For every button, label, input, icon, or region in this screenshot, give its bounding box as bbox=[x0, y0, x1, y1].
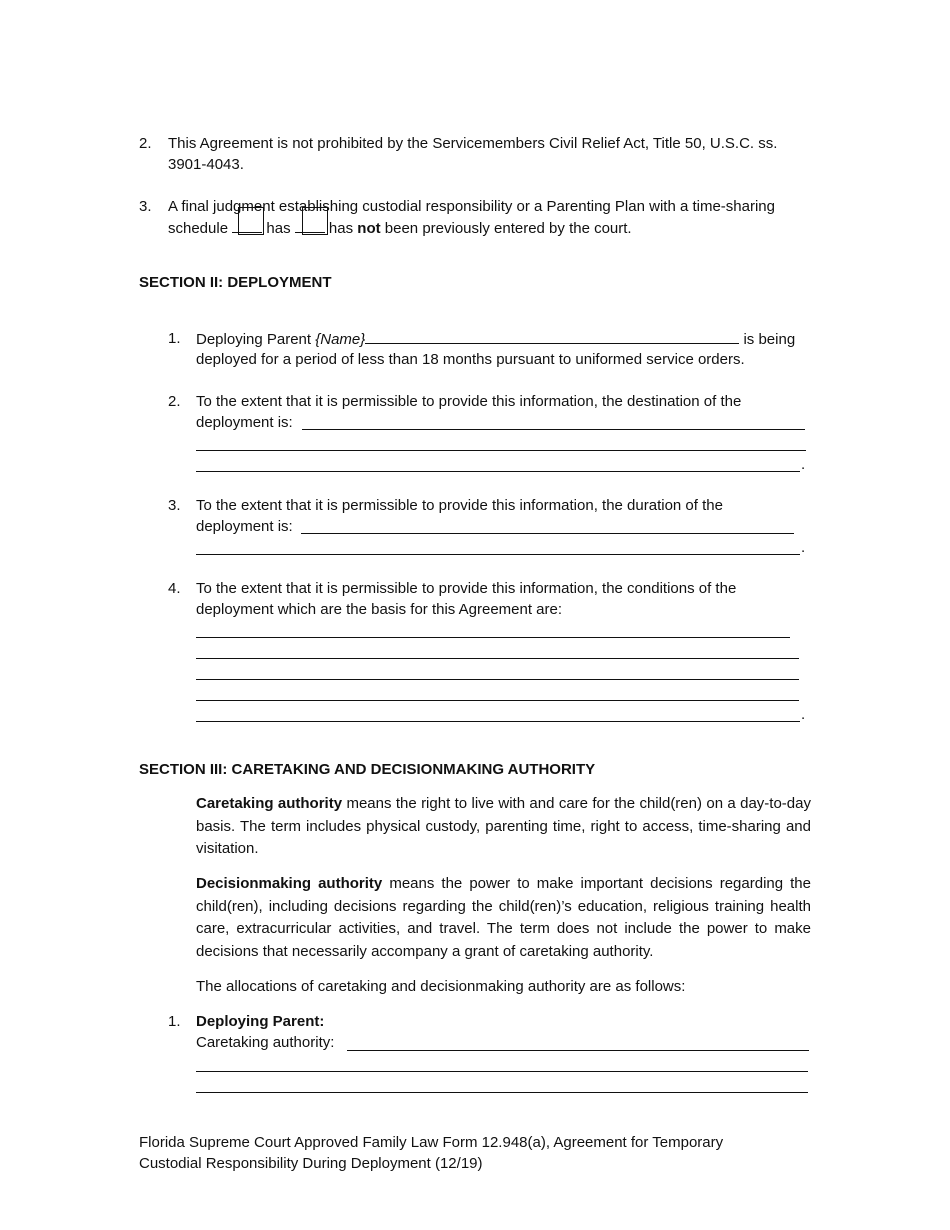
item-3-not: not bbox=[357, 220, 381, 237]
s2-item-4-line1: To the extent that it is permissible to provide this information, the conditions of the bbox=[196, 580, 737, 597]
destination-field-2[interactable] bbox=[196, 450, 806, 451]
item-3-line1: A final judgment establishing custodial responsibility or a Parenting Plan with a time-sharing bbox=[168, 198, 775, 215]
s2-item-1-name-hint: {Name} bbox=[315, 331, 366, 348]
item-3-suffix: been previously entered by the court. bbox=[384, 220, 632, 237]
item-2-number: 2. bbox=[139, 135, 152, 152]
destination-field-1[interactable] bbox=[302, 429, 805, 430]
conditions-period: . bbox=[801, 706, 806, 723]
item-3-number: 3. bbox=[139, 198, 152, 215]
conditions-field-2[interactable] bbox=[196, 658, 799, 659]
has-checkbox[interactable] bbox=[238, 207, 264, 235]
duration-field-1[interactable] bbox=[301, 533, 794, 534]
s2-item-1-suffix: is being bbox=[743, 331, 796, 348]
destination-field-3[interactable] bbox=[196, 471, 800, 472]
s2-item-3-number: 3. bbox=[168, 497, 181, 514]
conditions-field-4[interactable] bbox=[196, 700, 799, 701]
s2-item-4-number: 4. bbox=[168, 580, 181, 597]
item-2-line2: 3901-4043. bbox=[168, 156, 244, 173]
section-3-heading: SECTION III: CARETAKING AND DECISIONMAKING AUTHORITY bbox=[139, 761, 596, 778]
s2-item-3-line1: To the extent that it is permissible to provide this information, the duration of the bbox=[196, 497, 723, 514]
allocations-text: The allocations of caretaking and decisionmaking authority are as follows: bbox=[196, 978, 686, 995]
caretaking-def-text: means the right to live with and care for the child(ren) on a day-to-day basis. The term includes physical custody, parenting time, right to access, time-sharing and visitation. bbox=[196, 795, 811, 857]
s2-item-2-line1: To the extent that it is permissible to provide this information, the destination of the bbox=[196, 393, 742, 410]
s3-item-1-heading: Deploying Parent: bbox=[196, 1013, 325, 1030]
deploying-parent-name-field[interactable] bbox=[365, 328, 739, 344]
s2-item-1-line2: deployed for a period of less than 18 months pursuant to uniformed service orders. bbox=[196, 351, 745, 368]
s2-item-3-label: deployment is: bbox=[196, 518, 293, 535]
conditions-field-1[interactable] bbox=[196, 637, 790, 638]
has-not-checkbox[interactable] bbox=[302, 207, 328, 235]
footer-line2: Custodial Responsibility During Deployment (12/19) bbox=[139, 1155, 483, 1172]
decisionmaking-definition bbox=[196, 873, 811, 963]
s2-item-2-label: deployment is: bbox=[196, 414, 293, 431]
caretaking-definition bbox=[196, 793, 811, 861]
section-2-heading: SECTION II: DEPLOYMENT bbox=[139, 274, 332, 291]
footer-line1: Florida Supreme Court Approved Family Law Form 12.948(a), Agreement for Temporary bbox=[139, 1134, 724, 1151]
item-3-has: has bbox=[266, 220, 291, 237]
item-2-line1: This Agreement is not prohibited by the Servicemembers Civil Relief Act, Title 50, U.S.C. ss. bbox=[168, 135, 778, 152]
item-3-prefix: schedule bbox=[168, 220, 229, 237]
s2-item-1-prefix: Deploying Parent bbox=[196, 331, 312, 348]
decision-def-text: means the power to make important decisions regarding the child(ren), including decisions regarding the child(ren)’s education, religious training health care, extracurricular activities, and travel. The term does not include the power to make decisions that necessarily accompany a grant of caretaking authority. bbox=[196, 875, 811, 960]
decision-term: Decisionmaking authority bbox=[196, 875, 383, 892]
caretaking-authority-field-1[interactable] bbox=[347, 1050, 809, 1051]
caretaking-authority-field-3[interactable] bbox=[196, 1092, 808, 1093]
s2-item-1-line1 bbox=[196, 328, 795, 350]
conditions-field-3[interactable] bbox=[196, 679, 799, 680]
caretaking-term: Caretaking authority bbox=[196, 795, 343, 812]
caretaking-authority-field-2[interactable] bbox=[196, 1071, 808, 1072]
s2-item-4-line2: deployment which are the basis for this Agreement are: bbox=[196, 601, 563, 618]
duration-period: . bbox=[801, 539, 806, 556]
s3-item-1-label: Caretaking authority: bbox=[196, 1034, 335, 1051]
s3-item-1-number: 1. bbox=[168, 1013, 181, 1030]
destination-period: . bbox=[801, 456, 806, 473]
s2-item-2-number: 2. bbox=[168, 393, 181, 410]
s2-item-1-number: 1. bbox=[168, 330, 181, 347]
item-3-has-not-prefix: has bbox=[328, 220, 354, 237]
conditions-field-5[interactable] bbox=[196, 721, 800, 722]
duration-field-2[interactable] bbox=[196, 554, 800, 555]
